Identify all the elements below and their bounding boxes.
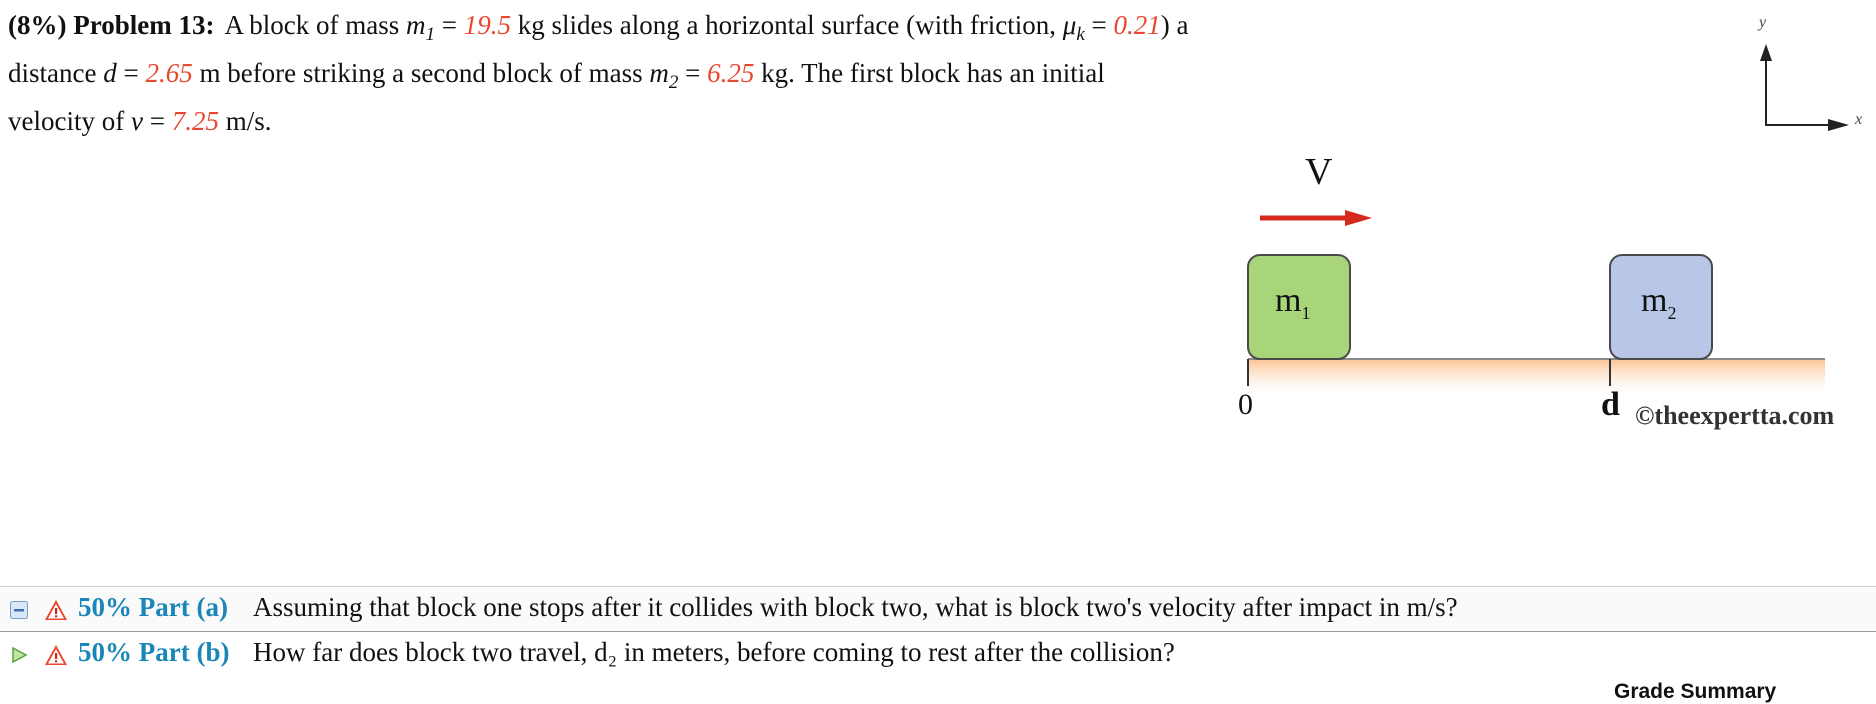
problem-text: kg. The first block has an initial velocity of — [8, 58, 1105, 136]
part-a-percent: 50% Part (a) — [78, 592, 228, 622]
axis-x-label: x — [1855, 111, 1863, 128]
figure-drawing — [1200, 0, 1876, 450]
expand-triangle-icon[interactable] — [10, 646, 28, 664]
distance-label: d — [1601, 386, 1620, 423]
warning-icon — [44, 599, 68, 621]
part-a-row[interactable] — [0, 588, 1876, 632]
axes-icon — [1760, 44, 1849, 131]
axis-y-label: y — [1759, 14, 1767, 31]
block-m1-label — [1275, 282, 1310, 324]
section-divider — [0, 586, 1876, 587]
problem-text: m before striking a second block of mass — [192, 58, 650, 88]
mu-value: 0.21 — [1113, 10, 1161, 40]
velocity-label: V — [1305, 151, 1333, 193]
collapse-square-icon[interactable] — [10, 601, 28, 619]
m2-symbol: m — [649, 58, 669, 88]
equals: = — [116, 58, 146, 88]
part-b-percent: 50% Part (b) — [78, 637, 230, 667]
part-b-question: How far does block two travel, d₂ in meters, before coming to rest after the collision? — [253, 637, 1175, 667]
block-m1-main: m — [1275, 282, 1302, 319]
v-value: 7.25 — [171, 106, 219, 136]
block-m2-label — [1641, 282, 1676, 324]
problem-figure — [1200, 0, 1876, 450]
block-m1-sub: 1 — [1301, 303, 1311, 323]
problem-text: A block of mass — [224, 10, 406, 40]
mu-subscript: k — [1076, 24, 1085, 45]
equals: = — [1084, 10, 1114, 40]
m1-value: 19.5 — [463, 10, 511, 40]
velocity-arrow — [1260, 210, 1372, 226]
v-symbol: v — [130, 106, 143, 136]
equals: = — [142, 106, 172, 136]
part-b-row[interactable] — [0, 633, 1876, 676]
m1-symbol: m — [405, 10, 426, 40]
problem-weight: (8%) — [8, 10, 67, 40]
d-value: 2.65 — [145, 58, 193, 88]
warning-icon — [44, 644, 68, 666]
problem-text: m/s. — [218, 106, 272, 136]
surface — [1248, 359, 1825, 399]
equals: = — [678, 58, 708, 88]
m1-subscript: 1 — [425, 24, 435, 45]
mu-symbol: μ — [1062, 10, 1077, 40]
problem-text: kg slides along a horizontal surface (with friction, — [510, 10, 1063, 40]
problem-heading — [8, 10, 214, 40]
problem-text: ) a distance — [8, 10, 1189, 88]
problem-title: Problem 13: — [73, 10, 215, 40]
problem-statement — [8, 6, 1198, 141]
d-symbol: d — [103, 58, 117, 88]
grade-summary-heading: Grade Summary — [1614, 680, 1777, 703]
m2-subscript: 2 — [668, 72, 679, 93]
origin-label: 0 — [1238, 388, 1253, 421]
m2-value: 6.25 — [707, 58, 755, 88]
block-m2-sub: 2 — [1667, 303, 1677, 323]
equals: = — [434, 10, 464, 40]
copyright-label: ©theexpertta.com — [1635, 401, 1835, 430]
part-a-question: Assuming that block one stops after it collides with block two, what is block two's velocity after impact in m/s? — [253, 592, 1458, 622]
block-m2-main: m — [1641, 282, 1668, 319]
